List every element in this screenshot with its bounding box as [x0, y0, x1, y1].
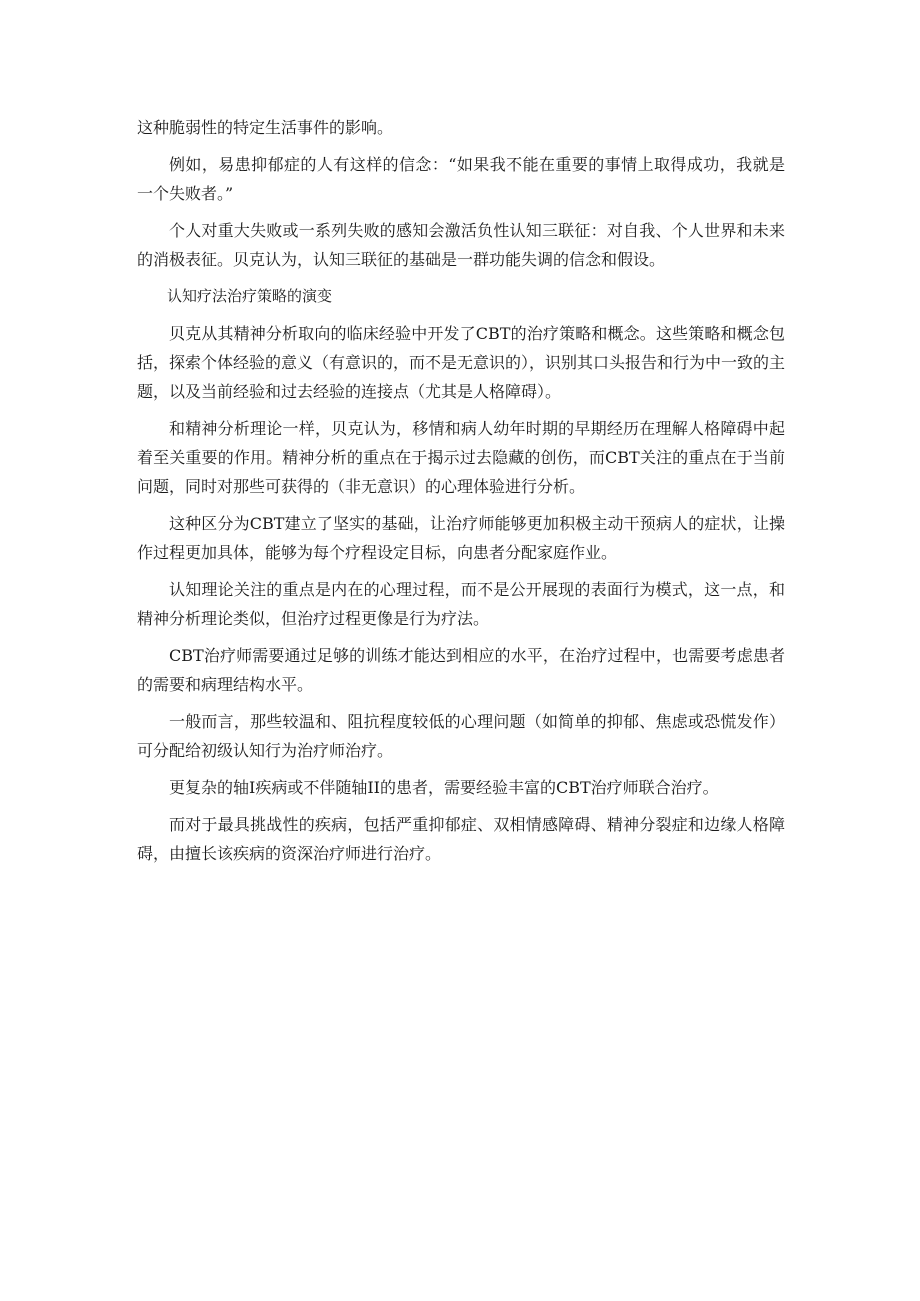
paragraph-cognitive-focus: 认知理论关注的重点是内在的心理过程，而不是公开展现的表面行为模式，这一点，和精神分析理论类似，但治疗过程更像是行为疗法。 [137, 580, 785, 628]
paragraph-therapist-training: CBT治疗师需要通过足够的训练才能达到相应的水平，在治疗过程中，也需要考虑患者的需要和病理结构水平。 [137, 646, 785, 694]
section-heading: 认知疗法治疗策略的演变 [167, 287, 333, 305]
paragraph-psychoanalysis-comparison: 和精神分析理论一样，贝克认为，移情和病人幼年时期的早期经历在理解人格障碍中起着至关重要的作用。精神分析的重点在于揭示过去隐藏的创伤，而CBT关注的重点在于当前问题，同时对那些可获得的（非无意识）的心理体验进行分析。 [137, 419, 785, 496]
paragraph-belief-example: 例如，易患抑郁症的人有这样的信念：“如果我不能在重要的事情上取得成功，我就是一个失败者。” [137, 155, 785, 203]
paragraph-continuation: 这种脆弱性的特定生活事件的影响。 [137, 118, 394, 137]
document-body [137, 113, 785, 876]
paragraph-complex-cases: 更复杂的轴I疾病或不伴随轴II的患者，需要经验丰富的CBT治疗师联合治疗。 [169, 778, 719, 797]
paragraph-beck-origins: 贝克从其精神分析取向的临床经验中开发了CBT的治疗策略和概念。这些策略和概念包括，探索个体经验的意义（有意识的，而不是无意识的），识别其口头报告和行为中一致的主题，以及当前经验和过去经验的连接点（尤其是人格障碍）。 [137, 324, 786, 401]
paragraph-cbt-foundation: 这种区分为CBT建立了坚实的基础，让治疗师能够更加积极主动干预病人的症状，让操作过程更加具体，能够为每个疗程设定目标，向患者分配家庭作业。 [137, 514, 785, 562]
paragraph-cognitive-triad: 个人对重大失败或一系列失败的感知会激活负性认知三联征：对自我、个人世界和未来的消极表征。贝克认为，认知三联征的基础是一群功能失调的信念和假设。 [137, 221, 785, 269]
paragraph-mild-problems: 一般而言，那些较温和、阻抗程度较低的心理问题（如简单的抑郁、焦虑或恐慌发作）可分配给初级认知行为治疗师治疗。 [137, 712, 785, 760]
paragraph-severe-disorders: 而对于最具挑战性的疾病，包括严重抑郁症、双相情感障碍、精神分裂症和边缘人格障碍，由擅长该疾病的资深治疗师进行治疗。 [137, 815, 785, 863]
